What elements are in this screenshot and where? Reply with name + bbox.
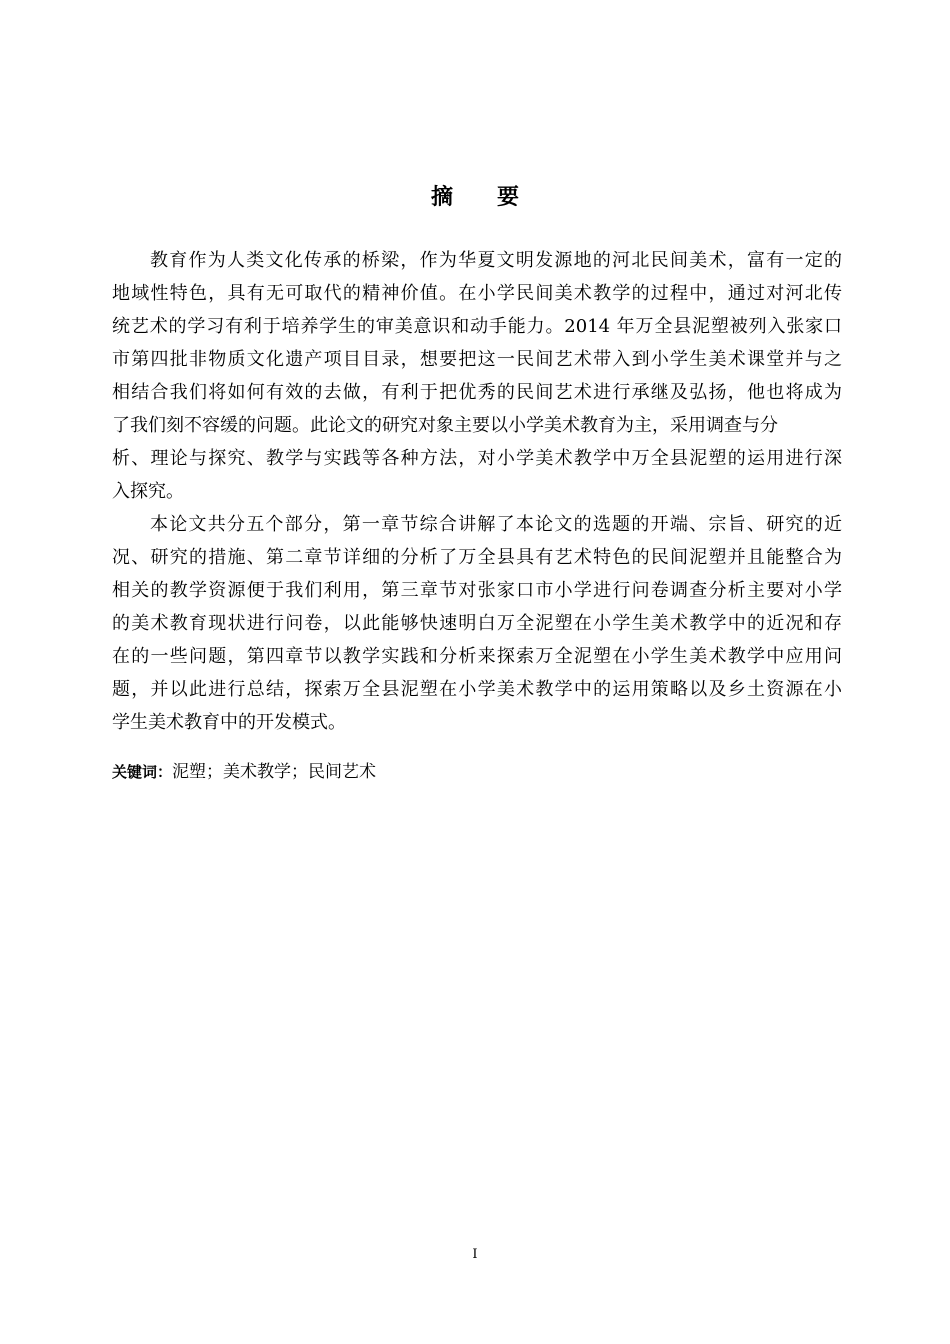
abstract-line: 相关的教学资源便于我们利用，第三章节对张家口市小学进行问卷调查分析主要对小学 bbox=[112, 580, 842, 601]
title-char-1: 摘 bbox=[430, 185, 453, 210]
title-char-2: 要 bbox=[497, 185, 520, 210]
abstract-line: 的美术教育现状进行问卷，以此能够快速明白万全泥塑在小学生美术教学中的近况和存 bbox=[112, 613, 842, 634]
keywords-label: 关键词： bbox=[112, 763, 173, 781]
page-number: I bbox=[472, 1247, 478, 1262]
abstract-line: 析、理论与探究、教学与实践等各种方法，对小学美术教学中万全县泥塑的运用进行深 bbox=[112, 448, 842, 469]
abstract-line: 在的一些问题，第四章节以教学实践和分析来探索万全泥塑在小学生美术教学中应用问 bbox=[112, 646, 842, 667]
abstract-line: 相结合我们将如何有效的去做，有利于把优秀的民间艺术进行承继及弘扬，他也将成为 bbox=[112, 382, 842, 403]
keywords-line bbox=[112, 759, 376, 785]
abstract-line: 了我们刻不容缓的问题。此论文的研究对象主要以小学美术教育为主，采用调查与分 bbox=[112, 415, 778, 436]
abstract-line: 学生美术教育中的开发模式。 bbox=[112, 712, 346, 733]
abstract-line: 本论文共分五个部分，第一章节综合讲解了本论文的选题的开端、宗旨、研究的近 bbox=[150, 514, 842, 535]
abstract-line: 教育作为人类文化传承的桥梁，作为华夏文明发源地的河北民间美术，富有一定的 bbox=[150, 250, 842, 271]
abstract-body bbox=[112, 244, 842, 739]
abstract-line: 题，并以此进行总结，探索万全县泥塑在小学美术教学中的运用策略以及乡土资源在小 bbox=[112, 679, 842, 700]
abstract-line: 市第四批非物质文化遗产项目目录，想要把这一民间艺术带入到小学生美术课堂并与之 bbox=[112, 349, 842, 370]
abstract-line: 况、研究的措施、第二章节详细的分析了万全县具有艺术特色的民间泥塑并且能整合为 bbox=[112, 547, 842, 568]
abstract-line: 入探究。 bbox=[112, 481, 184, 502]
keywords-value: 泥塑；美术教学；民间艺术 bbox=[172, 762, 377, 782]
page-title bbox=[0, 180, 950, 211]
abstract-line: 统艺术的学习有利于培养学生的审美意识和动手能力。2014 年万全县泥塑被列入张家口 bbox=[112, 316, 842, 337]
abstract-line: 地域性特色，具有无可取代的精神价值。在小学民间美术教学的过程中，通过对河北传 bbox=[112, 283, 842, 304]
